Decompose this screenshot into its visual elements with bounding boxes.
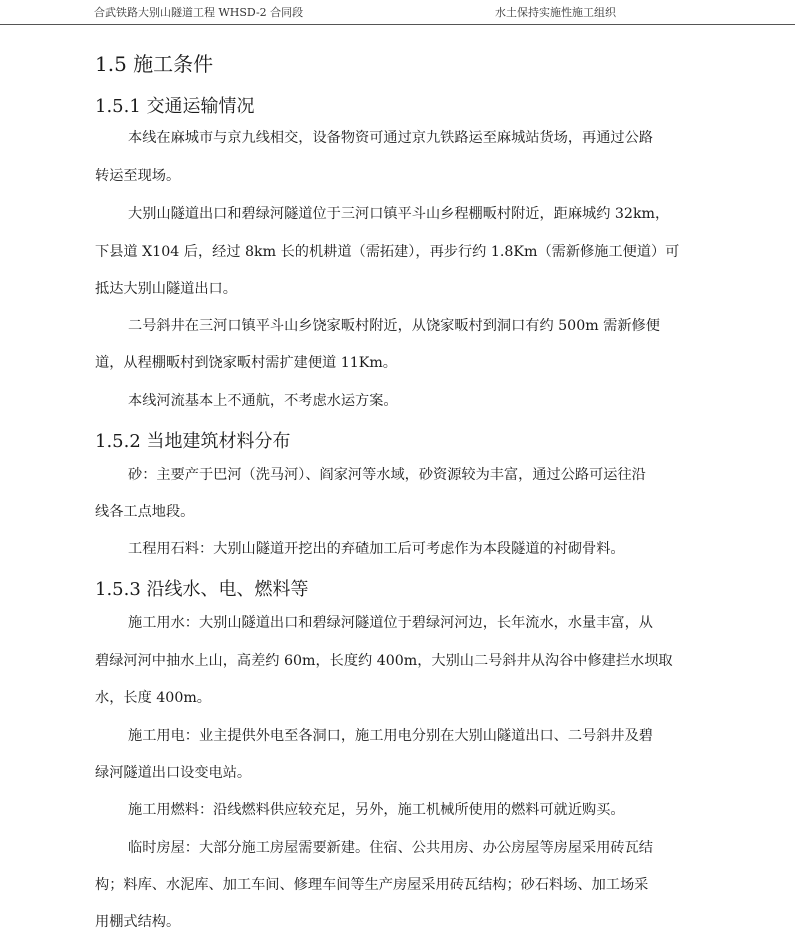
paragraph-line: 绿河隧道出口设变电站。 [95,765,252,781]
paragraph-line: 用棚式结构。 [95,914,181,930]
paragraph-line: 线各工点地段。 [95,504,195,520]
header-document-title: 水土保持实施性施工组织 [495,6,616,19]
paragraph-line: 抵达大别山隧道出口。 [95,281,237,297]
paragraph-line: 砂：主要产于巴河（洗马河）、阎家河等水域，砂资源较为丰富，通过公路可运往沿 [128,467,646,483]
paragraph-line: 道，从程棚畈村到饶家畈村需扩建便道 11Km。 [95,355,397,371]
paragraph-line: 水，长度 400m。 [95,690,211,706]
paragraph-line: 工程用石料：大别山隧道开挖出的弃碴加工后可考虑作为本段隧道的衬砌骨料。 [128,541,625,557]
page-header [0,0,795,25]
paragraph-line: 施工用水：大别山隧道出口和碧绿河隧道位于碧绿河河边，长年流水，水量丰富，从 [128,615,653,631]
paragraph-line: 碧绿河河中抽水上山，高差约 60m，长度约 400m，大别山二号斜井从沟谷中修建拦水坝取 [95,653,673,669]
paragraph-line: 施工用电：业主提供外电至各洞口，施工用电分别在大别山隧道出口、二号斜井及碧 [128,728,653,744]
paragraph-line: 本线在麻城市与京九线相交，设备物资可通过京九铁路运至麻城站货场，再通过公路 [128,130,653,146]
subsection-heading-utilities: 1.5.3 沿线水、电、燃料等 [95,579,309,600]
section-heading: 1.5 施工条件 [95,52,214,76]
paragraph-line: 二号斜井在三河口镇平斗山乡饶家畈村附近，从饶家畈村到洞口有约 500m 需新修便 [128,318,660,334]
paragraph-line: 大别山隧道出口和碧绿河隧道位于三河口镇平斗山乡程棚畈村附近，距麻城约 32km， [128,206,670,222]
paragraph-line: 临时房屋：大部分施工房屋需要新建。住宿、公共用房、办公房屋等房屋采用砖瓦结 [128,840,653,856]
header-project-title: 合武铁路大别山隧道工程 WHSD-2 合同段 [94,6,304,19]
paragraph-line: 本线河流基本上不通航，不考虑水运方案。 [128,393,398,409]
paragraph-line: 施工用燃料：沿线燃料供应较充足，另外，施工机械所使用的燃料可就近购买。 [128,802,625,818]
subsection-heading-transport: 1.5.1 交通运输情况 [95,96,255,117]
paragraph-line: 下县道 X104 后，经过 8km 长的机耕道（需拓建），再步行约 1.8Km（需新修施工便道）可 [95,244,680,260]
paragraph-line: 构；料库、水泥库、加工车间、修理车间等生产房屋采用砖瓦结构；砂石料场、加工场采 [95,877,649,893]
subsection-heading-materials: 1.5.2 当地建筑材料分布 [95,431,291,452]
paragraph-line: 转运至现场。 [95,168,181,184]
